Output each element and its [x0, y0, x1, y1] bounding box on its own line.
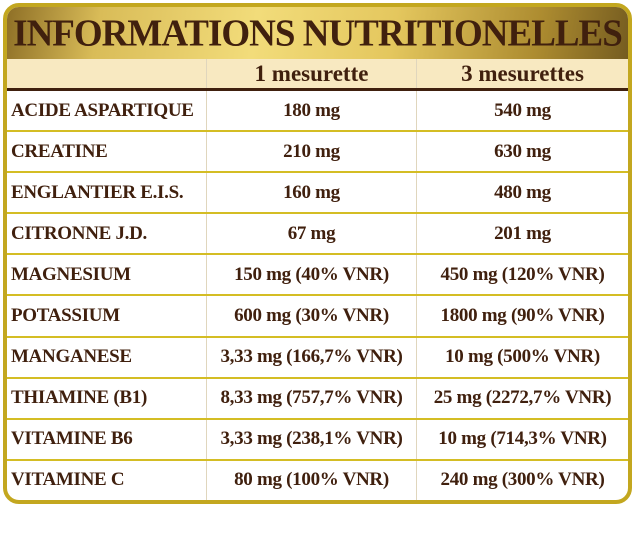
table-row-magnesium: [7, 255, 628, 296]
table-row-manganese: [7, 338, 628, 379]
value-3-mesurettes: 10 mg (500% VNR): [416, 338, 628, 377]
nutrient-name: VITAMINE C: [11, 469, 125, 491]
nutrient-name: MAGNESIUM: [11, 263, 131, 285]
value-1-mesurette: 150 mg (40% VNR): [206, 255, 416, 294]
value-1-mesurette: 210 mg: [206, 132, 416, 171]
value-3-mesurettes: 25 mg (2272,7% VNR): [416, 379, 628, 418]
value-3-mesurettes: 480 mg: [416, 173, 628, 212]
column-header-spacer: [7, 59, 206, 88]
value-1-mesurette: 600 mg (30% VNR): [206, 296, 416, 335]
table-row-citronne: [7, 214, 628, 255]
nutrient-name: CREATINE: [11, 140, 108, 162]
nutrient-name: CITRONNE J.D.: [11, 222, 147, 244]
nutrient-name: VITAMINE B6: [11, 428, 133, 450]
nutrient-name: POTASSIUM: [11, 305, 120, 327]
table-row-acide-aspartique: [7, 91, 628, 132]
value-3-mesurettes: 201 mg: [416, 214, 628, 253]
column-header-1-mesurette: 1 mesurette: [206, 59, 416, 88]
panel-title: INFORMATIONS NUTRITIONELLES: [13, 11, 622, 55]
value-1-mesurette: 3,33 mg (238,1% VNR): [206, 420, 416, 459]
value-1-mesurette: 8,33 mg (757,7% VNR): [206, 379, 416, 418]
nutrient-name: MANGANESE: [11, 346, 132, 368]
table-row-vitamine-b6: [7, 420, 628, 461]
value-3-mesurettes: 240 mg (300% VNR): [416, 461, 628, 500]
value-1-mesurette: 3,33 mg (166,7% VNR): [206, 338, 416, 377]
column-header-row: [7, 59, 628, 91]
nutrient-name: THIAMINE (B1): [11, 387, 147, 409]
table-body: [7, 91, 628, 500]
column-header-3-mesurettes: 3 mesurettes: [416, 59, 628, 88]
table-row-creatine: [7, 132, 628, 173]
value-3-mesurettes: 450 mg (120% VNR): [416, 255, 628, 294]
nutrient-name: ENGLANTIER E.I.S.: [11, 181, 184, 203]
value-3-mesurettes: 1800 mg (90% VNR): [416, 296, 628, 335]
value-1-mesurette: 180 mg: [206, 91, 416, 130]
table-row-vitamine-c: [7, 461, 628, 500]
table-row-thiamine: [7, 379, 628, 420]
table-row-potassium: [7, 296, 628, 337]
value-1-mesurette: 80 mg (100% VNR): [206, 461, 416, 500]
value-3-mesurettes: 630 mg: [416, 132, 628, 171]
nutrition-facts-panel: [3, 3, 632, 504]
value-1-mesurette: 67 mg: [206, 214, 416, 253]
value-3-mesurettes: 10 mg (714,3% VNR): [416, 420, 628, 459]
value-1-mesurette: 160 mg: [206, 173, 416, 212]
table-row-englantier: [7, 173, 628, 214]
title-band: [7, 7, 628, 59]
value-3-mesurettes: 540 mg: [416, 91, 628, 130]
nutrient-name: ACIDE ASPARTIQUE: [11, 99, 194, 121]
